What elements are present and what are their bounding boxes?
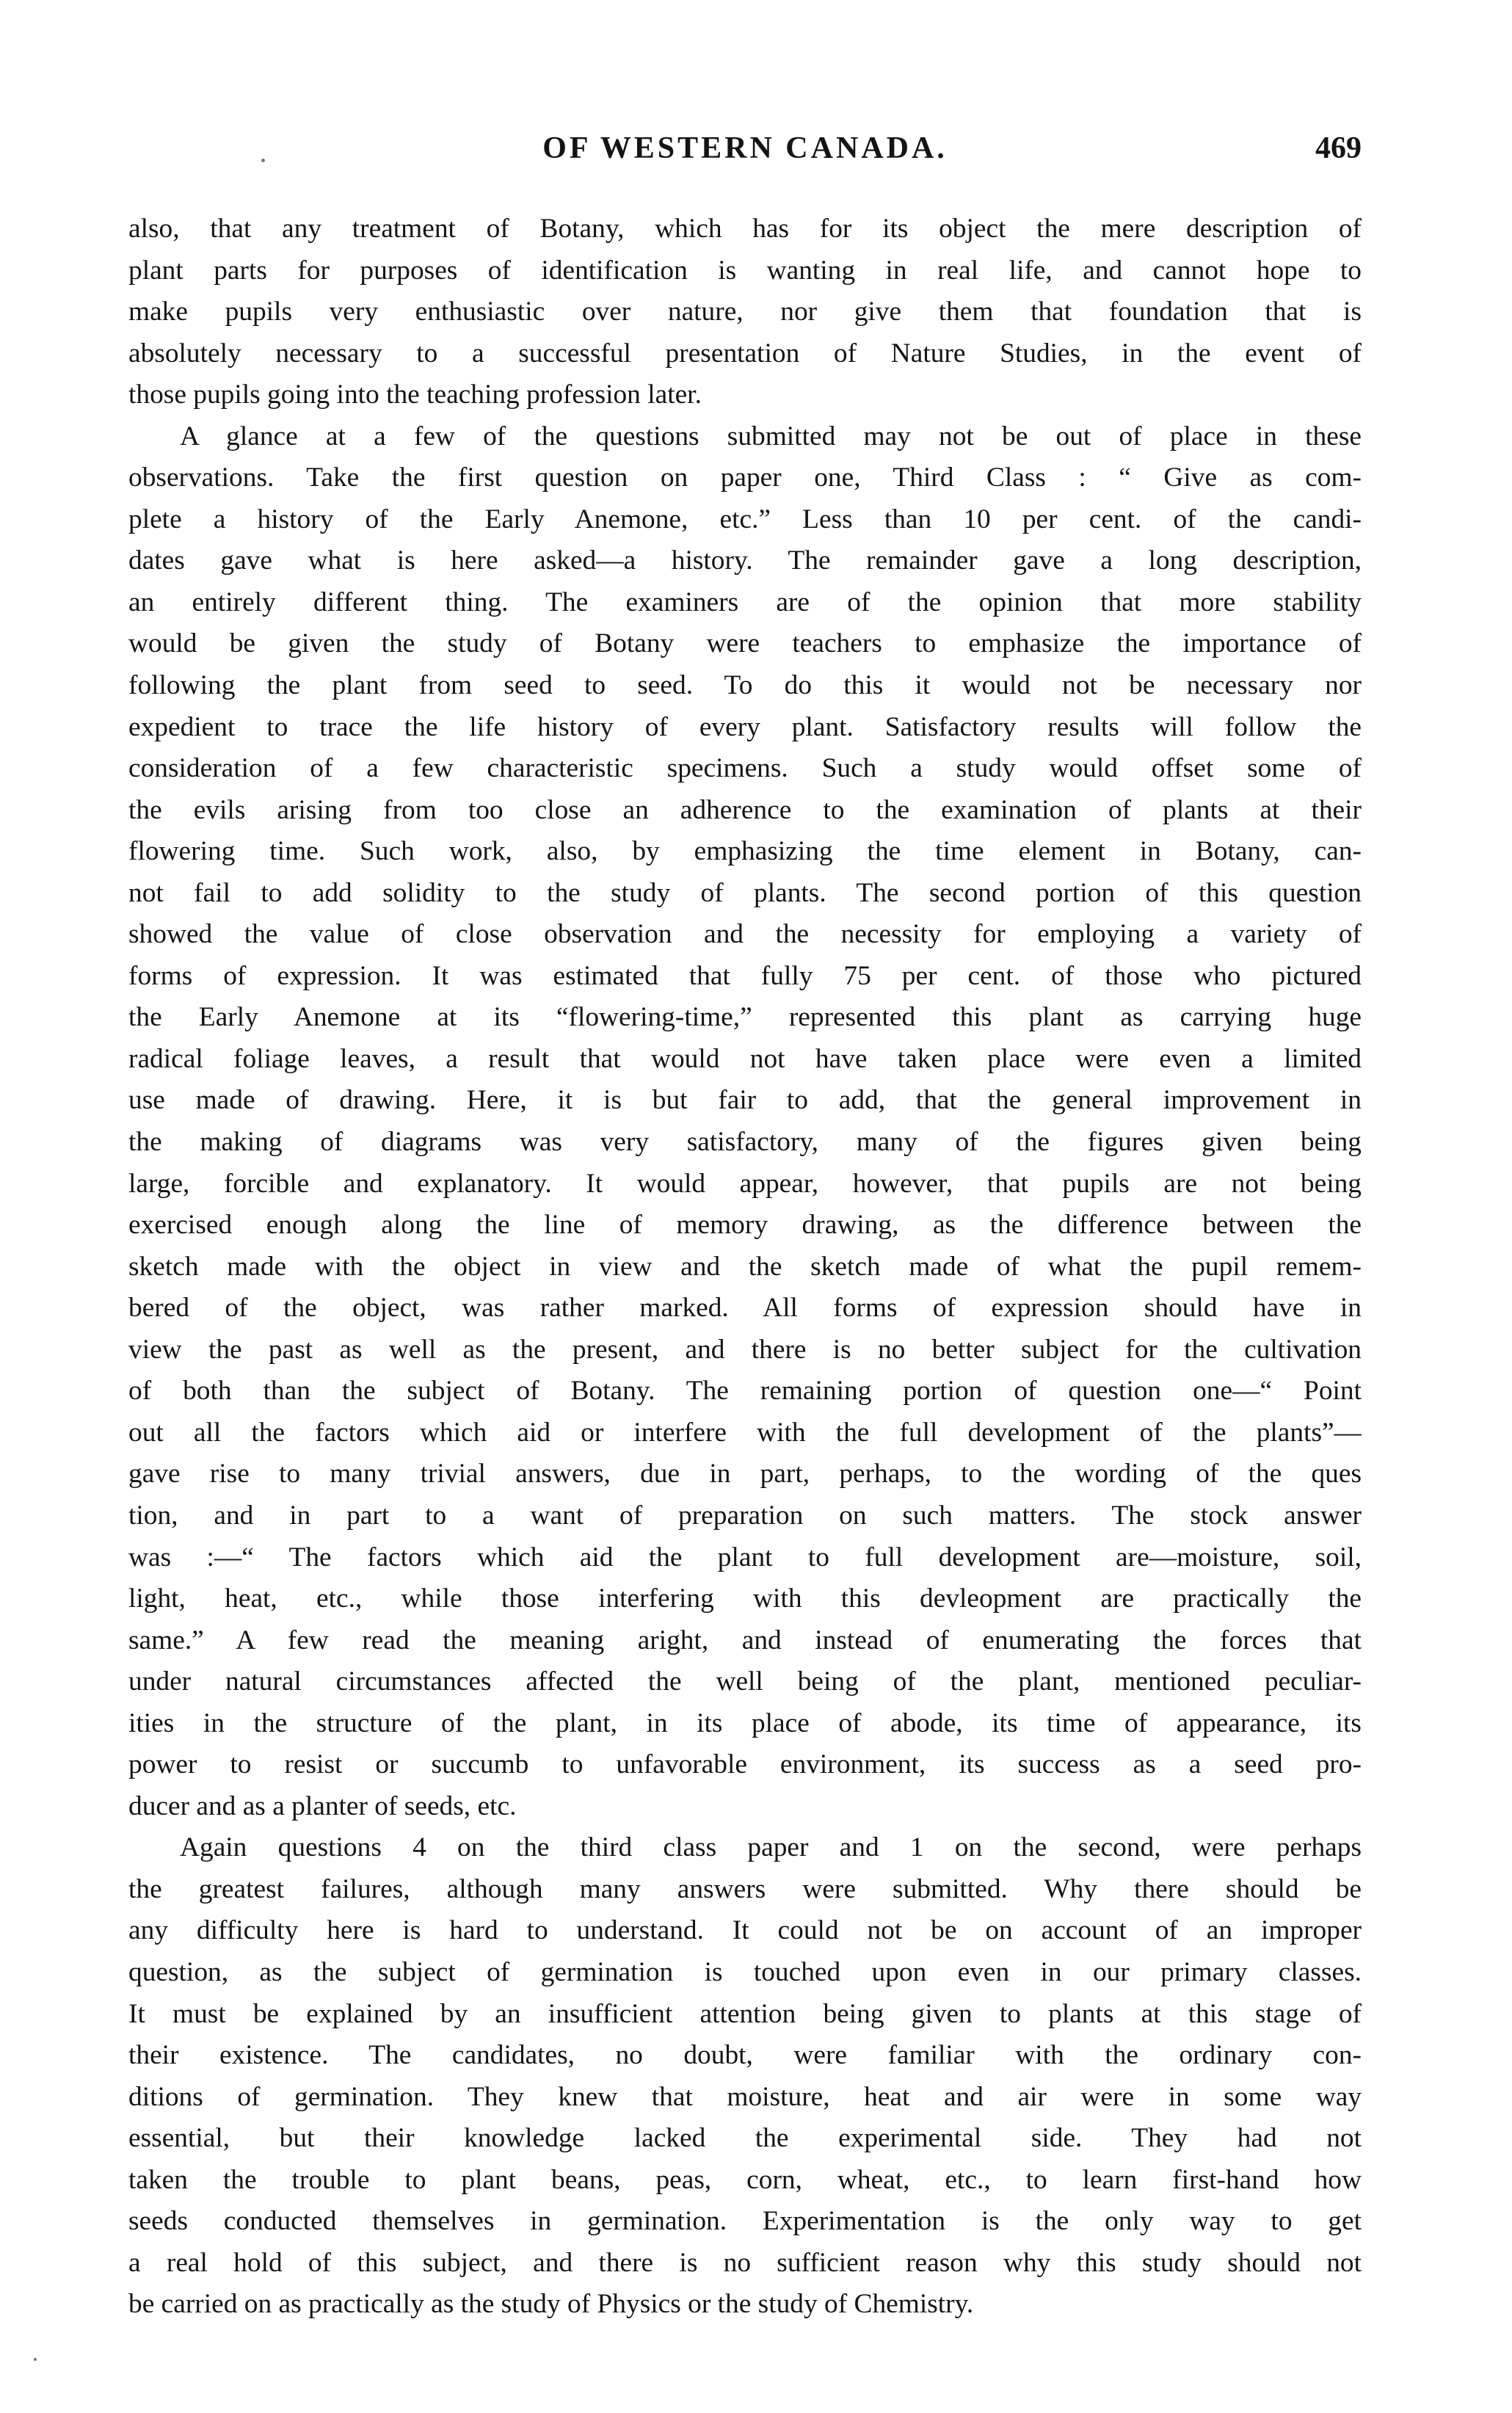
paragraph [128,208,1362,416]
text-line: of both than the subject of Botany. The remaining portion of question one—“ Point [128,1376,1362,1407]
text-line: sketch made with the object in view and the sketch made of what the pupil remem- [128,1251,1362,1282]
text-line: seeds conducted themselves in germination. Experimentation is the only way to get [128,2206,1362,2237]
text-line: was :—“ The factors which aid the plant to full development are—moisture, soil, [128,1542,1362,1572]
text-line: tion, and in part to a want of preparation on such matters. The stock answer [128,1500,1362,1531]
text-line: radical foliage leaves, a result that would not have taken place were even a limited [128,1043,1362,1074]
text-line: forms of expression. It was estimated that fully 75 per cent. of those who pictured [128,960,1362,991]
text-line: a real hold of this subject, and there is no sufficient reason why this study should not [128,2247,1362,2278]
text-line: plant parts for purposes of identification is wanting in real life, and cannot hope to [128,255,1362,286]
text-line: exercised enough along the line of memory drawing, as the difference between the [128,1210,1362,1241]
text-line: would be given the study of Botany were teachers to emphasize the importance of [128,628,1362,659]
paragraph [128,1827,1362,2326]
text-line: same.” A few read the meaning aright, and instead of enumerating the forces that [128,1625,1362,1655]
page-header [128,131,1362,175]
text-line: be carried on as practically as the study of Physics or the study of Chemistry. [128,2289,974,2320]
text-line: essential, but their knowledge lacked the experimental side. They had not [128,2123,1362,2154]
running-title: OF WESTERN CANADA. [542,131,948,165]
body-text [128,208,1362,2326]
text-line: bered of the object, was rather marked. All forms of expression should have in [128,1293,1362,1324]
text-line: ities in the structure of the plant, in its place of abode, its time of appearance, its [128,1708,1362,1738]
text-line: absolutely necessary to a successful presentation of Nature Studies, in the event of [128,338,1362,369]
print-speck [261,159,265,162]
text-line: the greatest failures, although many answers were submitted. Why there should be [128,1873,1362,1904]
text-line: flowering time. Such work, also, by emphasizing the time element in Botany, can- [128,836,1362,867]
text-line: use made of drawing. Here, it is but fair to add, that the general improvement in [128,1085,1362,1116]
text-line: any difficulty here is hard to understand. It could not be on account of an improper [128,1915,1362,1946]
text-line: the evils arising from too close an adherence to the examination of plants at their [128,794,1362,825]
text-line: under natural circumstances affected the well being of the plant, mentioned peculiar- [128,1666,1362,1697]
text-line: light, heat, etc., while those interfering with this devleopment are practically the [128,1583,1362,1614]
text-line: ditions of germination. They knew that moisture, heat and air were in some way [128,2081,1362,2112]
text-line: A glance at a few of the questions submitted may not be out of place in these [180,421,1362,451]
text-line: plete a history of the Early Anemone, etc.” Less than 10 per cent. of the candi- [128,504,1362,534]
text-line: also, that any treatment of Botany, which has for its object the mere description of [128,214,1362,244]
text-line: It must be explained by an insufficient attention being given to plants at this stage of [128,1998,1362,2029]
text-line: the making of diagrams was very satisfactory, many of the figures given being [128,1127,1362,1158]
text-line: question, as the subject of germination is touched upon even in our primary classes. [128,1956,1362,1987]
print-speck [34,2358,37,2361]
text-line: make pupils very enthusiastic over nature, nor give them that foundation that is [128,297,1362,327]
text-line: following the plant from seed to seed. To do this it would not be necessary nor [128,670,1362,701]
text-line: large, forcible and explanatory. It would appear, however, that pupils are not being [128,1168,1362,1199]
text-line: those pupils going into the teaching profession later. [128,380,702,410]
text-line: the Early Anemone at its “flowering-time,” represented this plant as carrying huge [128,1002,1362,1033]
text-line: view the past as well as the present, and there is no better subject for the cultivation [128,1334,1362,1365]
text-line: gave rise to many trivial answers, due in part, perhaps, to the wording of the ques [128,1459,1362,1489]
text-line: an entirely different thing. The examiners are of the opinion that more stability [128,587,1362,617]
text-line: not fail to add solidity to the study of plants. The second portion of this question [128,877,1362,908]
text-line: taken the trouble to plant beans, peas, corn, wheat, etc., to learn first-hand how [128,2164,1362,2195]
text-line: dates gave what is here asked—a history. The remainder gave a long description, [128,545,1362,576]
text-line: ducer and as a planter of seeds, etc. [128,1790,517,1821]
text-line: Again questions 4 on the third class paper and 1 on the second, were perhaps [180,1832,1362,1863]
text-line: power to resist or succumb to unfavorable environment, its success as a seed pro- [128,1749,1362,1780]
paragraph [128,416,1362,1828]
page-number: 469 [1315,131,1362,165]
text-line: their existence. The candidates, no doubt, were familiar with the ordinary con- [128,2040,1362,2071]
text-line: consideration of a few characteristic specimens. Such a study would offset some of [128,753,1362,784]
text-line: expedient to trace the life history of every plant. Satisfactory results will follow the [128,711,1362,742]
text-line: observations. Take the first question on paper one, Third Class : “ Give as com- [128,462,1362,493]
text-line: out all the factors which aid or interfere with the full development of the plants”— [128,1417,1362,1448]
text-line: showed the value of close observation and the necessity for employing a variety of [128,919,1362,950]
